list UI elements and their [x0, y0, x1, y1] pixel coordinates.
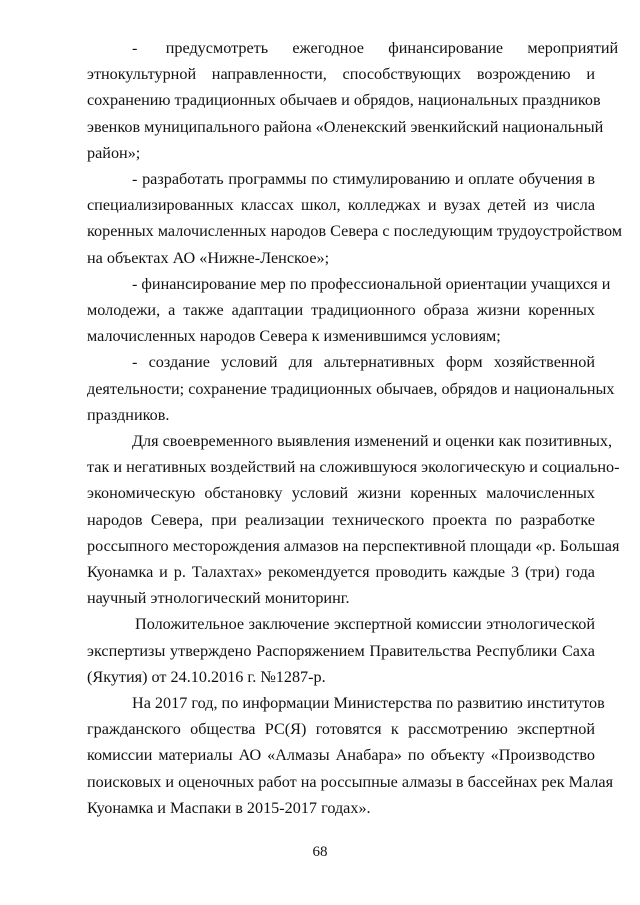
text-line: На 2017 год, по информации Министерства по развитию институтов — [132, 694, 605, 713]
text-line: молодежи, а также адаптации традиционного образа жизни коренных — [87, 301, 595, 320]
text-line: специализированных классах школ, колледжах и вузах детей из числа — [87, 196, 595, 215]
text-line: комиссии материалы АО «Алмазы Анабара» по объекту «Производство — [87, 746, 595, 765]
paragraph-expert-conclusion — [87, 611, 595, 690]
paragraph-monitoring — [87, 428, 620, 611]
text-line: сохранению традиционных обычаев и обрядов, национальных праздников — [87, 91, 601, 110]
paragraph-bullet-education — [87, 166, 623, 271]
text-line: россыпного месторождения алмазов на перспективной площади «р. Большая — [87, 536, 620, 555]
text-line: - разработать программы по стимулированию и оплате обучения в — [132, 170, 595, 189]
text-line: (Якутия) от 24.10.2016 г. №1287-р. — [87, 667, 326, 686]
text-line: Для своевременного выявления изменений и оценки как позитивных, — [132, 432, 613, 451]
text-line: малочисленных народов Севера к изменившимся условиям; — [87, 327, 501, 346]
page-number: 68 — [312, 844, 328, 860]
paragraph-2017-materials — [87, 690, 614, 821]
text-line: Положительное заключение экспертной комиссии этнологической — [135, 615, 595, 634]
text-line: коренных малочисленных народов Севера с последующим трудоустройством — [87, 222, 623, 241]
text-line: экспертизы утверждено Распоряжением Правительства Республики Саха — [87, 641, 595, 660]
text-line: этнокультурной направленности, способствующих возрождению и — [87, 65, 595, 84]
text-line: научный этнологический мониторинг. — [87, 589, 350, 608]
paragraph-bullet-funding — [87, 35, 619, 166]
text-line: народов Севера, при реализации технического проекта по разработке — [87, 510, 595, 529]
paragraph-bullet-economy — [87, 349, 615, 428]
text-line: - предусмотреть ежегодное финансирование мероприятий — [132, 39, 619, 57]
text-line: на объектах АО «Нижне-Ленское»; — [87, 248, 330, 267]
text-line: Куонамка и Маспаки в 2015-2017 годах». — [87, 798, 371, 817]
document-page — [87, 35, 623, 821]
text-line: Куонамка и р. Талахтах» рекомендуется проводить каждые 3 (три) года — [87, 563, 595, 582]
text-line: экономическую обстановку условий жизни коренных малочисленных — [87, 484, 595, 503]
text-line: так и негативных воздействий на сложившуюся экологическую и социально- — [87, 458, 620, 477]
text-line: гражданского общества РС(Я) готовятся к рассмотрению экспертной — [87, 720, 595, 739]
paragraph-bullet-orientation — [87, 271, 611, 350]
text-line: - финансирование мер по профессиональной ориентации учащихся и — [132, 274, 611, 293]
text-line: поисковых и оценочных работ на россыпные алмазы в бассейнах рек Малая — [87, 772, 614, 791]
text-line: - создание условий для альтернативных форм хозяйственной — [132, 353, 595, 372]
text-line: деятельности; сохранение традиционных обычаев, обрядов и национальных — [87, 379, 615, 398]
text-line: праздников. — [87, 405, 170, 424]
text-line: район»; — [87, 143, 141, 162]
text-line: эвенков муниципального района «Оленекский эвенкийский национальный — [87, 117, 604, 136]
